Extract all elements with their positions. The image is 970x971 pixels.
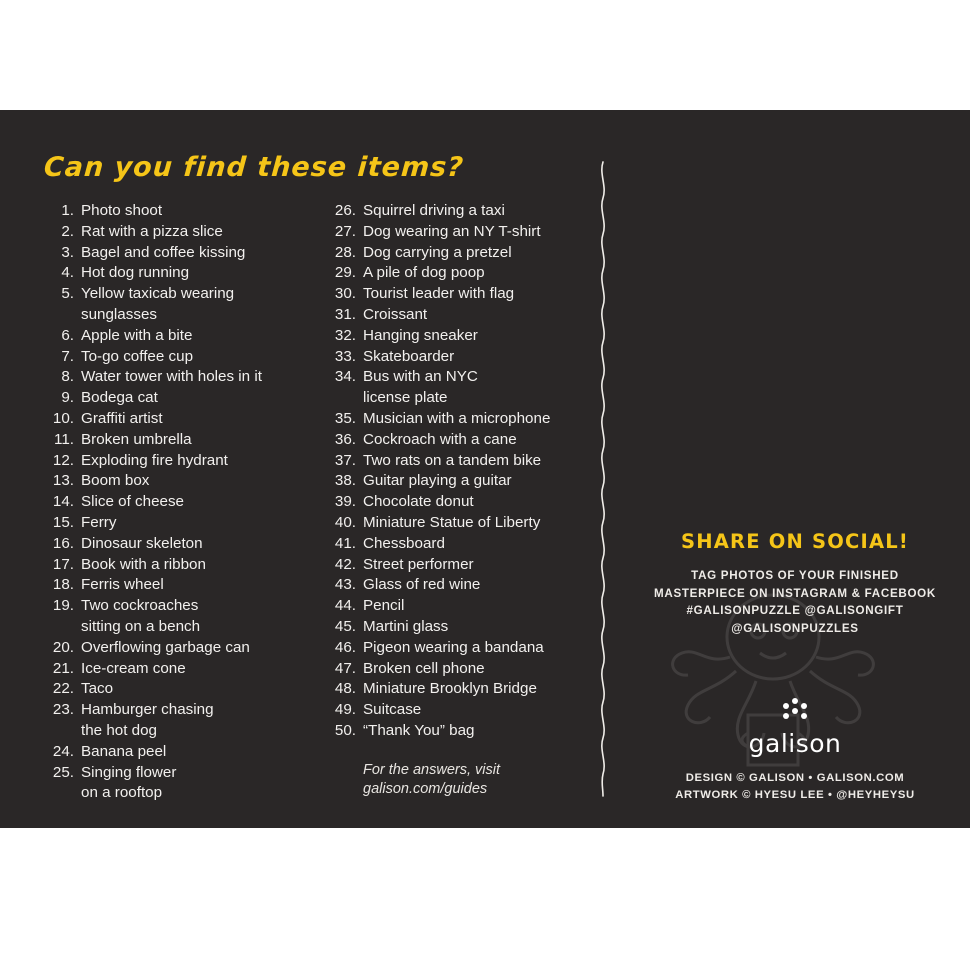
list-item [326, 409, 574, 429]
item-label: Hamburger chasing [81, 701, 214, 719]
item-number: 4. [61, 264, 74, 282]
share-line-1: TAG PHOTOS OF YOUR FINISHED [691, 569, 899, 582]
list-item [44, 513, 292, 533]
item-number: 44. [334, 597, 356, 615]
item-number: 17. [52, 555, 74, 573]
share-line-4: @GALISONPUZZLES [731, 621, 859, 635]
item-label: Musician with a microphone [363, 409, 551, 427]
item-label: sitting on a bench [81, 617, 201, 635]
list-item [326, 305, 574, 325]
item-number: 33. [334, 347, 356, 365]
list-item [44, 284, 292, 304]
credits-line-2: ARTWORK © HYESU LEE • @HEYHEYSU [675, 788, 915, 801]
item-number: 11. [54, 430, 74, 448]
list-item [44, 555, 292, 575]
credits-line-1: DESIGN © GALISON • GALISON.COM [685, 772, 905, 784]
item-number: 16. [52, 534, 74, 552]
item-label: Martini glass [363, 617, 449, 635]
items-column-left [44, 201, 292, 804]
list-item [326, 555, 574, 575]
item-label: Two rats on a tandem bike [363, 451, 542, 469]
item-number: 12. [52, 451, 74, 469]
item-number: 28. [334, 243, 356, 261]
share-line-2: MASTERPIECE ON INSTAGRAM & FACEBOOK [654, 586, 936, 600]
item-number: 37. [334, 451, 356, 469]
list-item [44, 243, 292, 263]
find-items-panel [44, 152, 574, 804]
item-number: 34. [334, 368, 356, 386]
item-number: 14. [52, 493, 74, 511]
items-column-right [326, 201, 574, 804]
item-number: 50. [334, 721, 356, 739]
item-number: 42. [334, 555, 356, 573]
items-columns [44, 201, 574, 804]
item-number: 9. [61, 389, 74, 407]
share-instructions [650, 567, 940, 637]
list-item [326, 513, 574, 533]
item-label: Skateboarder [363, 347, 455, 365]
item-label: on a rooftop [81, 784, 163, 802]
list-item-continuation [44, 617, 292, 637]
item-label: Water tower with holes in it [81, 368, 262, 386]
list-item [44, 575, 292, 595]
items-list-right [326, 201, 574, 741]
item-number: 5. [61, 285, 74, 303]
item-number: 40. [334, 513, 356, 531]
item-number: 1. [61, 202, 74, 219]
item-number: 18. [52, 576, 74, 594]
list-item [326, 534, 574, 554]
list-item [326, 721, 574, 741]
galison-logo [650, 698, 940, 758]
items-list-left [44, 201, 292, 804]
item-label: Yellow taxicab wearing [81, 285, 235, 303]
item-number: 10. [52, 409, 74, 427]
list-item [326, 596, 574, 616]
item-label: Hanging sneaker [363, 326, 478, 344]
list-item [44, 763, 292, 783]
item-label: Taco [81, 680, 114, 698]
share-on-social-block [650, 530, 940, 637]
list-item [326, 575, 574, 595]
list-item [44, 347, 292, 367]
item-label: Book with a ribbon [81, 555, 206, 573]
item-number: 20. [52, 638, 74, 656]
item-label: license plate [363, 389, 448, 407]
list-item [326, 617, 574, 637]
list-item [44, 534, 292, 554]
item-label: Guitar playing a guitar [363, 472, 512, 490]
item-label: Bus with an NYC [363, 368, 478, 386]
item-number: 3. [61, 243, 74, 261]
item-number: 6. [61, 326, 74, 344]
item-number: 7. [61, 347, 74, 365]
list-item [326, 222, 574, 242]
item-label: Ice-cream cone [81, 659, 186, 677]
item-number: 23. [52, 701, 74, 719]
item-label: Broken umbrella [81, 430, 192, 448]
item-number: 26. [334, 202, 356, 219]
item-label: Dog wearing an NY T-shirt [363, 222, 541, 240]
list-item [44, 471, 292, 491]
item-number: 29. [334, 264, 356, 282]
list-item-continuation [44, 305, 292, 325]
item-number: 31. [334, 305, 356, 323]
item-label: Hot dog running [81, 264, 190, 282]
item-label: To-go coffee cup [81, 347, 194, 365]
item-number: 47. [334, 659, 356, 677]
item-label: Bagel and coffee kissing [81, 243, 246, 261]
dotted-divider [598, 160, 608, 800]
item-label: Slice of cheese [81, 493, 184, 511]
logo-dots-icon [780, 698, 810, 722]
item-number: 25. [52, 763, 74, 781]
item-label: sunglasses [81, 305, 157, 323]
list-item [326, 347, 574, 367]
list-item [44, 492, 292, 512]
list-item [326, 700, 574, 720]
item-number: 43. [334, 576, 356, 594]
item-label: Dog carrying a pretzel [363, 243, 512, 261]
answers-line-1: For the answers, visit [363, 762, 500, 779]
list-item [44, 222, 292, 242]
share-line-3: #GALISONPUZZLE @GALISONGIFT [686, 604, 904, 617]
item-label: Photo shoot [81, 202, 163, 219]
credits-block [650, 770, 940, 803]
item-label: Street performer [363, 555, 474, 573]
item-label: Dinosaur skeleton [81, 534, 203, 552]
item-number: 13. [52, 472, 74, 490]
list-item [44, 700, 292, 720]
item-number: 49. [334, 701, 356, 719]
item-label: Croissant [363, 305, 428, 323]
item-number: 24. [52, 742, 74, 760]
list-item [326, 326, 574, 346]
item-number: 39. [334, 493, 356, 511]
item-label: Singing flower [81, 763, 177, 781]
item-number: 19. [52, 597, 74, 615]
item-label: Overflowing garbage can [81, 638, 250, 656]
item-label: the hot dog [81, 721, 158, 739]
list-item [326, 430, 574, 450]
list-item [44, 638, 292, 658]
list-item [326, 471, 574, 491]
item-label: Cockroach with a cane [363, 430, 517, 448]
item-label: Rat with a pizza slice [81, 222, 223, 240]
item-number: 22. [52, 680, 74, 698]
item-label: Graffiti artist [81, 409, 163, 427]
item-label: Squirrel driving a taxi [363, 202, 505, 219]
item-number: 32. [334, 326, 356, 344]
item-number: 48. [334, 680, 356, 698]
list-item [44, 742, 292, 762]
item-label: Two cockroaches [81, 597, 199, 615]
item-number: 30. [334, 285, 356, 303]
item-label: Exploding fire hydrant [81, 451, 228, 469]
list-item [326, 492, 574, 512]
item-label: Boom box [81, 472, 150, 490]
item-number: 45. [334, 617, 356, 635]
list-item [44, 679, 292, 699]
item-label: Miniature Statue of Liberty [363, 513, 541, 531]
list-item [44, 409, 292, 429]
list-item [44, 451, 292, 471]
item-number: 15. [52, 513, 74, 531]
list-item [326, 679, 574, 699]
item-number: 35. [334, 409, 356, 427]
item-number: 2. [61, 222, 74, 240]
item-label: Miniature Brooklyn Bridge [363, 680, 537, 698]
item-label: Glass of red wine [363, 576, 481, 594]
list-item [44, 201, 292, 221]
answers-line-2: galison.com/guides [363, 781, 488, 798]
item-label: Tourist leader with flag [363, 285, 515, 303]
item-label: Broken cell phone [363, 659, 485, 677]
list-item [326, 367, 574, 387]
puzzle-back-card [0, 110, 970, 828]
list-item [44, 659, 292, 679]
item-number: 21. [52, 659, 74, 677]
item-label: Apple with a bite [81, 326, 193, 344]
item-number: 8. [61, 368, 74, 386]
share-title: SHARE ON SOCIAL! [680, 530, 910, 553]
item-label: Pencil [363, 597, 405, 615]
item-label: Bodega cat [81, 389, 158, 407]
page-title: Can you find these items? [42, 152, 466, 183]
item-label: “Thank You” bag [363, 721, 475, 739]
list-item [44, 388, 292, 408]
item-label: Ferry [81, 513, 117, 531]
list-item [326, 263, 574, 283]
item-label: Chocolate donut [363, 493, 474, 511]
list-item [326, 243, 574, 263]
item-label: Chessboard [363, 534, 445, 552]
list-item [44, 367, 292, 387]
list-item [44, 596, 292, 616]
item-number: 36. [334, 430, 356, 448]
item-number: 27. [334, 222, 356, 240]
list-item-continuation [44, 783, 292, 803]
item-label: Suitcase [363, 701, 422, 719]
item-label: A pile of dog poop [363, 264, 485, 282]
item-number: 38. [334, 472, 356, 490]
list-item [326, 284, 574, 304]
list-item [44, 326, 292, 346]
list-item-continuation [44, 721, 292, 741]
answers-note [363, 761, 574, 799]
list-item [44, 263, 292, 283]
list-item [326, 451, 574, 471]
item-label: Ferris wheel [81, 576, 164, 594]
item-number: 46. [334, 638, 356, 656]
item-label: Pigeon wearing a bandana [363, 638, 544, 656]
list-item [326, 638, 574, 658]
list-item [44, 430, 292, 450]
list-item [326, 201, 574, 221]
list-item [326, 659, 574, 679]
logo-wordmark: galison [748, 729, 842, 758]
list-item-continuation [326, 388, 574, 408]
item-label: Banana peel [81, 742, 167, 760]
item-number: 41. [334, 534, 356, 552]
